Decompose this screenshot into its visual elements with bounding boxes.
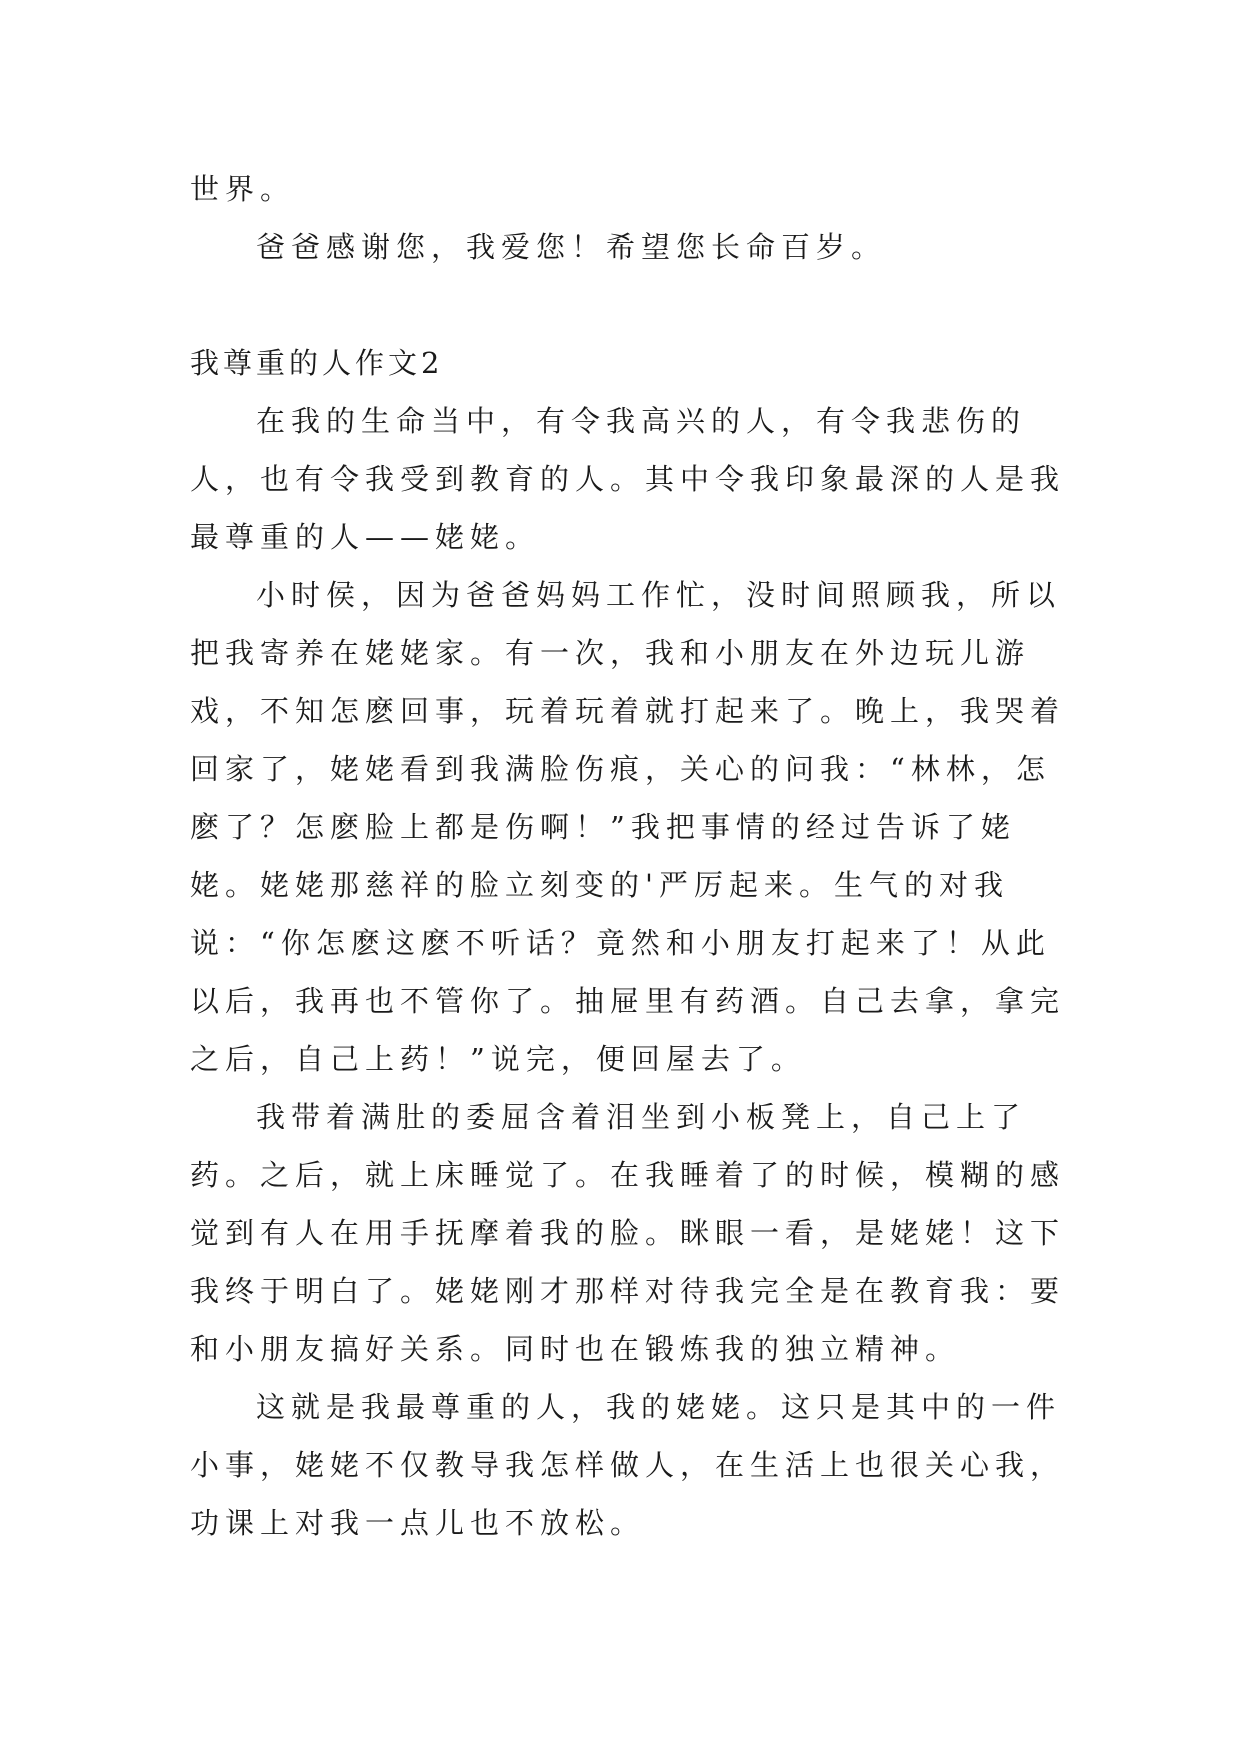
paragraph-intro: 在我的生命当中，有令我高兴的人，有令我悲伤的人，也有令我受到教育的人。其中令我印象最深的人是我最尊重的人——姥姥。 (190, 404, 1066, 554)
document-body (190, 160, 1070, 1552)
essay-title: 我尊重的人作文2 (190, 346, 444, 380)
paragraph-closing: 爸爸感谢您，我爱您！希望您长命百岁。 (256, 230, 887, 264)
paragraph-continuation: 世界。 (190, 172, 296, 206)
paragraph-realization: 我带着满肚的委屈含着泪坐到小板凳上，自己上了药。之后，就上床睡觉了。在我睡着了的时候，模糊的感觉到有人在用手抚摩着我的脸。眯眼一看，是姥姥！这下我终于明白了。姥姥刚才那样对待我完全是在教育我：要和小朋友搞好关系。同时也在锻炼我的独立精神。 (190, 1100, 1066, 1366)
paragraph-conclusion: 这就是我最尊重的人，我的姥姥。这只是其中的一件小事，姥姥不仅教导我怎样做人，在生活上也很关心我，功课上对我一点儿也不放松。 (190, 1390, 1066, 1540)
paragraph-story: 小时侯，因为爸爸妈妈工作忙，没时间照顾我，所以把我寄养在姥姥家。有一次，我和小朋友在外边玩儿游戏，不知怎麽回事，玩着玩着就打起来了。晚上，我哭着回家了，姥姥看到我满脸伤痕，关心的问我：“林林，怎麽了？怎麽脸上都是伤啊！”我把事情的经过告诉了姥姥。姥姥那慈祥的脸立刻变的'严厉起来。生气的对我说：“你怎麽这麽不听话？竟然和小朋友打起来了！从此以后，我再也不管你了。抽屉里有药酒。自己去拿，拿完之后，自己上药！”说完，便回屋去了。 (190, 578, 1066, 1076)
